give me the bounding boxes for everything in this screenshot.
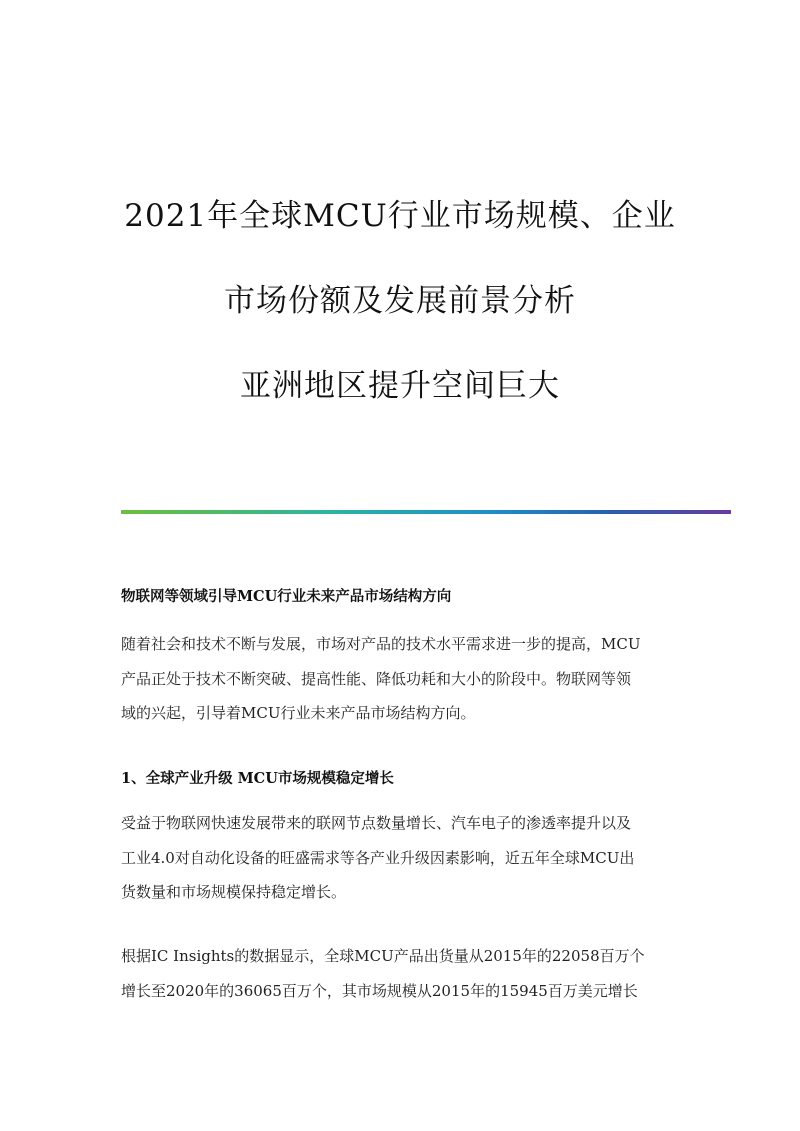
paragraph-ic-insights [121, 939, 681, 1008]
document-subtitle: 亚洲地区提升空间巨大 [240, 368, 560, 404]
section-heading-market-growth: 1、全球产业升级 MCU市场规模稳定增长 [121, 770, 394, 787]
paragraph-iot [121, 627, 681, 731]
document-title-line-1: 2021年全球MCU行业市场规模、企业 [124, 198, 676, 234]
paragraph-line: 工业4.0对自动化设备的旺盛需求等各产业升级因素影响，近五年全球MCU出 [121, 848, 635, 867]
paragraph-line: 域的兴起，引导着MCU行业未来产品市场结构方向。 [121, 704, 476, 722]
paragraph-line: 随着社会和技术不断与发展，市场对产品的技术水平需求进一步的提高，MCU [121, 635, 641, 653]
gradient-divider [121, 510, 731, 514]
paragraph-line: 货数量和市场规模保持稳定增长。 [121, 883, 347, 901]
paragraph-market-growth [121, 806, 681, 910]
paragraph-line: 受益于物联网快速发展带来的联网节点数量增长、汽车电子的渗透率提升以及 [121, 814, 632, 832]
section-heading-iot: 物联网等领域引导MCU行业未来产品市场结构方向 [121, 588, 452, 605]
document-title-line-2: 市场份额及发展前景分析 [224, 283, 576, 319]
paragraph-line: 根据IC Insights的数据显示，全球MCU产品出货量从2015年的22058百万个 [121, 947, 645, 965]
paragraph-line: 增长至2020年的36065百万个，其市场规模从2015年的15945百万美元增长 [121, 981, 638, 1000]
paragraph-line: 产品正处于技术不断突破、提高性能、降低功耗和大小的阶段中。物联网等领 [121, 669, 632, 688]
